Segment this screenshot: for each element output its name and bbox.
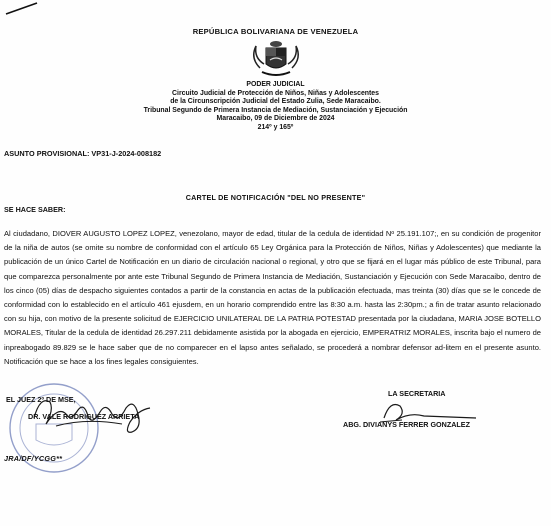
case-number: ASUNTO PROVISIONAL: VP31-J-2024-008182	[4, 149, 162, 158]
header-line-date: Maracaibo, 09 de Diciembre de 2024	[216, 115, 335, 122]
notice-body: Al ciudadano, DIOVER AUGUSTO LOPEZ LOPEZ, venezolano, mayor de edad, titular de la cedula de identidad Nº 25.191.107;, en su condición de progenitor de la niña de autos (se omite su nombre de conformidad con el artículo 65 Ley Orgánica para la Protección de Niños, Niñas y Adolescentes) que mediante la publicación de un único Cartel de Notificación en un diario de circulación nacional o regional, y otro que se fijará en el lugar más público de este Tribunal, para que comparezca personalmente por ante este Tribunal Segundo de Primera Instancia de Mediación, Sustanciación y Ejecución con Sede Maracaibo, dentro de los cinco (05) días de despacho siguientes contados a partir de la constancia en actas de la publicación efectuada, mas treinta (30) días que se le concede de conformidad con lo establecido en el artículo 461 ejusdem, en un horario comprendido entre las 8:30 a.m. hasta las 2:30pm.; a fin de tratar asunto relacionado con su hija, con motivo de la presente solicitud de EJERCICIO UNILATERAL DE LA PATRIA POTESTAD presentada por la ciudadana, MARIA JOSE BOTELLO MORALES, Titular de la cedula de identidad 26.297.211 debidamente asistida por la abogada en ejercicio, EMPERATRIZ MORALES, inscrita bajo el numero de inpreabogado 89.829 se le hace saber que de no comparecer en el lapso antes señalado, se procederá a nombrar defensor ad-litem en el presente asunto. Notificación que se hace a los fines legales consiguientes.	[4, 229, 541, 366]
header-line-circunscripcion: de la Circunscripción Judicial del Estado Zulia, Sede Maracaibo.	[170, 98, 381, 105]
secretary-name: ABG. DIVIANYS FERRER GONZALEZ	[343, 420, 470, 429]
hace-saber-heading: SE HACE SABER:	[4, 205, 66, 214]
header-country: REPÚBLICA BOLIVARIANA DE VENEZUELA	[192, 27, 359, 36]
document-initials: JRA/DF/YCGG**	[4, 454, 63, 463]
header-line-circuito: Circuito Judicial de Protección de Niños, Niñas y Adolescentes	[172, 89, 379, 97]
coat-of-arms-icon	[246, 38, 306, 80]
corner-pen-stroke	[0, 0, 60, 30]
header-line-years: 214º y 165º	[257, 123, 294, 131]
judge-title: EL JUEZ 2º DE MSE,	[6, 395, 76, 404]
header-line-poder-judicial: PODER JUDICIAL	[246, 81, 305, 88]
judge-name: DR. VALE RODRIGUEZ ARRIETA	[28, 412, 140, 421]
header-line-tribunal: Tribunal Segundo de Primera Instancia de Mediación, Sustanciación y Ejecución	[143, 106, 408, 114]
notice-title: CARTEL DE NOTIFICACIÓN "DEL NO PRESENTE"	[185, 193, 366, 202]
secretary-title: LA SECRETARIA	[388, 389, 446, 398]
